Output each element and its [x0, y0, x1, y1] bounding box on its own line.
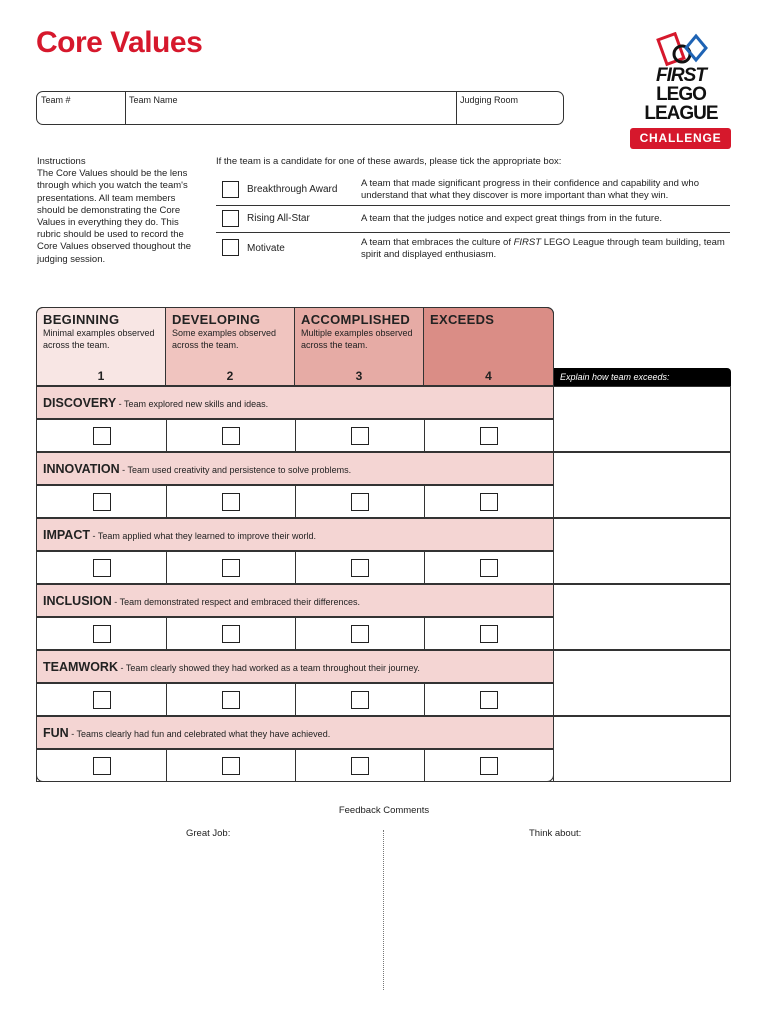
logo-league: LEAGUE [644, 103, 718, 124]
team-number-label: Team # [41, 95, 71, 105]
score-row [36, 551, 554, 584]
category-desc: - Teams clearly had fun and celebrated what they have achieved. [68, 729, 331, 739]
score-checkbox-impact-1[interactable] [93, 559, 111, 577]
award-desc: A team that made significant progress in their confidence and capability and who understand that what they discover is more important than what they win. [361, 178, 699, 201]
team-number-field[interactable] [37, 92, 123, 124]
score-checkbox-discovery-3[interactable] [351, 427, 369, 445]
team-name-label: Team Name [129, 95, 178, 105]
category-desc: - Team clearly showed they had worked as a team throughout their journey. [118, 663, 420, 673]
score-checkbox-inclusion-4[interactable] [480, 625, 498, 643]
score-checkbox-teamwork-2[interactable] [222, 691, 240, 709]
category-title: INCLUSION [43, 594, 112, 608]
score-checkbox-discovery-4[interactable] [480, 427, 498, 445]
instructions-body: The Core Values should be the lens through which you watch the team's presentations. All team members should be demonstrating the Core Values in everything they do. This rubric should be used to record the Core Values observed thoughout the judging session. [37, 168, 192, 265]
first-logo-icon [652, 32, 710, 68]
category-desc: - Team explored new skills and ideas. [116, 399, 269, 409]
explain-box-innovation[interactable] [554, 452, 731, 518]
rising-all-star-checkbox[interactable] [222, 210, 239, 227]
explain-box-impact[interactable] [554, 518, 731, 584]
award-name: Rising All-Star [247, 213, 310, 224]
score-checkbox-teamwork-1[interactable] [93, 691, 111, 709]
score-checkbox-innovation-4[interactable] [480, 493, 498, 511]
think-about-label: Think about: [529, 828, 582, 839]
category-impact [36, 518, 554, 551]
motivate-checkbox[interactable] [222, 239, 239, 256]
judging-room-label: Judging Room [460, 95, 519, 105]
award-name: Breakthrough Award [247, 184, 338, 195]
logo-first: FIRST [656, 65, 706, 86]
category-title: DISCOVERY [43, 396, 117, 410]
award-row-rising-all-star [216, 205, 730, 233]
instructions [37, 156, 199, 266]
category-desc: - Team used creativity and persistence to solve problems. [119, 465, 352, 475]
award-row-motivate [216, 232, 730, 263]
category-desc: - Team applied what they learned to improve their world. [90, 531, 316, 541]
category-innovation [36, 452, 554, 485]
score-row [36, 485, 554, 518]
score-checkbox-impact-3[interactable] [351, 559, 369, 577]
team-info-box [36, 91, 564, 125]
first-lego-league-logo [630, 32, 732, 150]
page-title: Core Values [36, 26, 203, 59]
category-discovery [36, 386, 554, 419]
level-beginning: BEGINNING Minimal examples observed across the team. 1 [36, 307, 166, 386]
level-accomplished: ACCOMPLISHED Multiple examples observed across the team. 3 [294, 307, 424, 386]
awards-prompt: If the team is a candidate for one of these awards, please tick the appropriate box: [216, 156, 562, 167]
logo-lego: LEGO [656, 84, 706, 105]
score-checkbox-innovation-2[interactable] [222, 493, 240, 511]
explain-exceeds-header: Explain how team exceeds: [554, 368, 731, 386]
score-checkbox-discovery-2[interactable] [222, 427, 240, 445]
score-checkbox-teamwork-3[interactable] [351, 691, 369, 709]
category-title: INNOVATION [43, 462, 120, 476]
team-name-field[interactable] [125, 92, 455, 124]
feedback-divider [383, 830, 384, 990]
judging-room-field[interactable] [456, 92, 562, 124]
score-checkbox-fun-3[interactable] [351, 757, 369, 775]
score-checkbox-fun-2[interactable] [222, 757, 240, 775]
level-exceeds: EXCEEDS 4 [423, 307, 554, 386]
score-checkbox-fun-4[interactable] [480, 757, 498, 775]
score-checkbox-fun-1[interactable] [93, 757, 111, 775]
score-checkbox-inclusion-1[interactable] [93, 625, 111, 643]
explain-box-teamwork[interactable] [554, 650, 731, 716]
score-checkbox-impact-2[interactable] [222, 559, 240, 577]
score-checkbox-inclusion-2[interactable] [222, 625, 240, 643]
great-job-label: Great Job: [186, 828, 231, 839]
category-title: IMPACT [43, 528, 90, 542]
score-checkbox-teamwork-4[interactable] [480, 691, 498, 709]
instructions-heading: Instructions [37, 156, 86, 167]
score-checkbox-inclusion-3[interactable] [351, 625, 369, 643]
category-fun [36, 716, 554, 749]
award-name: Motivate [247, 243, 285, 254]
explain-box-fun[interactable] [554, 716, 731, 782]
category-inclusion [36, 584, 554, 617]
score-checkbox-discovery-1[interactable] [93, 427, 111, 445]
explain-box-discovery[interactable] [554, 386, 731, 452]
score-checkbox-innovation-1[interactable] [93, 493, 111, 511]
score-row [36, 683, 554, 716]
category-teamwork [36, 650, 554, 683]
category-title: FUN [43, 726, 69, 740]
category-title: TEAMWORK [43, 660, 118, 674]
award-desc: A team that embraces the culture of FIRST LEGO League through team building, team spirit and displayed enthusiasm. [361, 237, 725, 260]
score-checkbox-innovation-3[interactable] [351, 493, 369, 511]
explain-box-inclusion[interactable] [554, 584, 731, 650]
award-row-breakthrough [216, 174, 730, 206]
score-row [36, 419, 554, 452]
award-desc: A team that the judges notice and expect great things from in the future. [361, 213, 663, 224]
score-row [36, 749, 554, 782]
score-checkbox-impact-4[interactable] [480, 559, 498, 577]
breakthrough-checkbox[interactable] [222, 181, 239, 198]
feedback-title: Feedback Comments [338, 805, 430, 816]
challenge-badge: CHALLENGE [630, 128, 731, 149]
category-desc: - Team demonstrated respect and embraced their differences. [111, 597, 361, 607]
score-row [36, 617, 554, 650]
level-developing: DEVELOPING Some examples observed across the team. 2 [165, 307, 295, 386]
rubric [36, 307, 731, 782]
